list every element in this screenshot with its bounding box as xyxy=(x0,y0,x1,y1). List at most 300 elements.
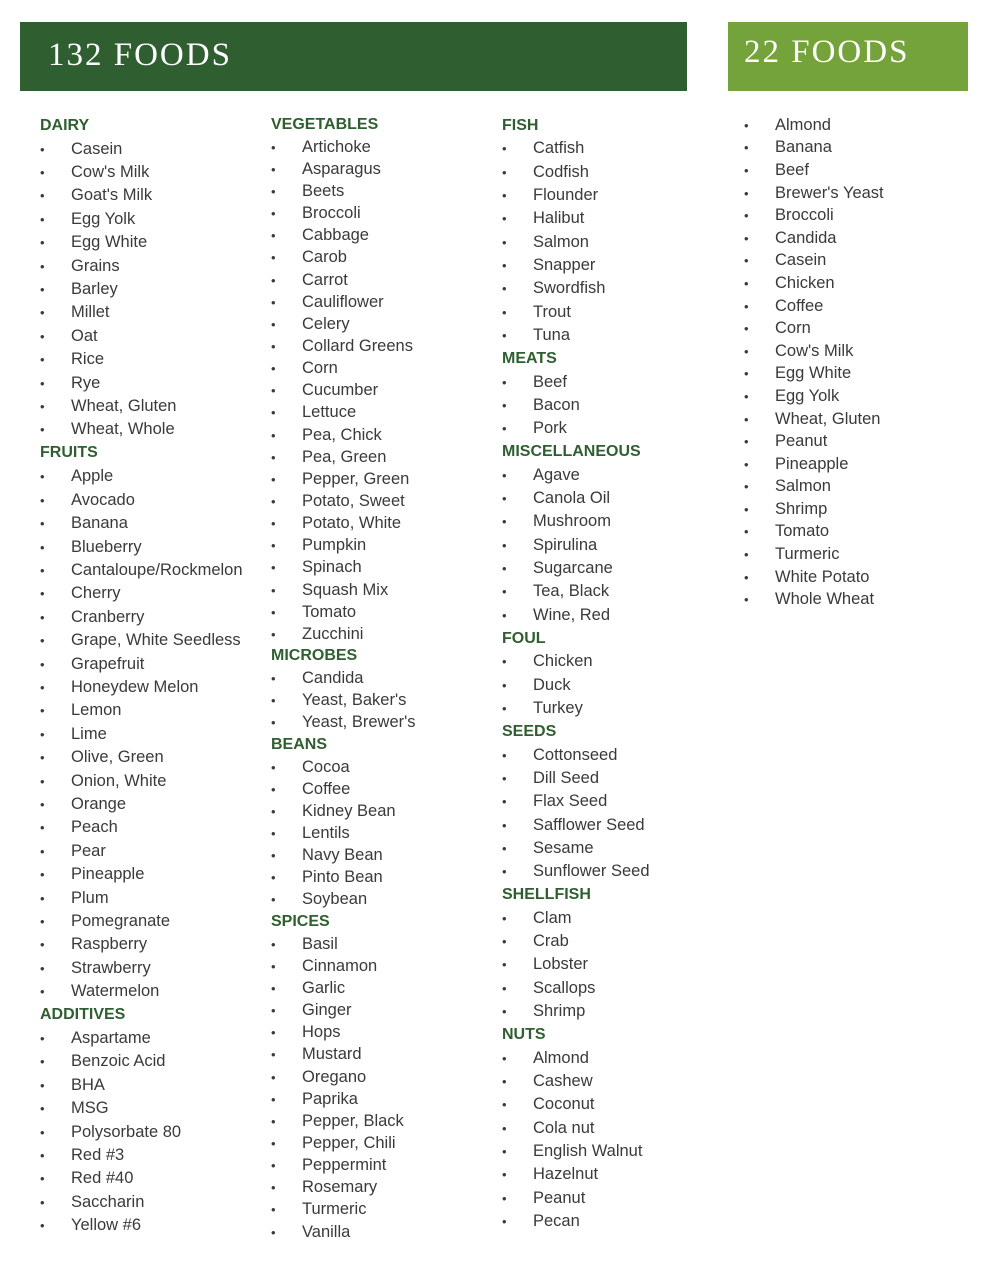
list-item xyxy=(40,606,265,629)
food-name: Rice xyxy=(71,350,105,369)
food-name: Salmon xyxy=(775,477,831,496)
food-name: Grains xyxy=(71,256,120,275)
list-item xyxy=(502,510,727,533)
list-item xyxy=(40,418,265,441)
list-item xyxy=(40,933,265,956)
bullet-icon: • xyxy=(40,586,45,602)
food-name: Celery xyxy=(302,314,350,333)
list-item xyxy=(271,1155,496,1177)
food-name: Wheat, Gluten xyxy=(775,409,881,428)
bullet-icon: • xyxy=(271,1202,276,1218)
bullet-icon: • xyxy=(271,316,276,332)
food-name: Carob xyxy=(302,248,347,267)
list-item xyxy=(40,371,265,394)
bullet-icon: • xyxy=(271,471,276,487)
list-item xyxy=(502,161,727,184)
food-name: Strawberry xyxy=(71,958,151,977)
list-item xyxy=(744,385,969,408)
food-name: Salmon xyxy=(533,232,589,251)
bullet-icon: • xyxy=(271,538,276,554)
food-name: BHA xyxy=(71,1075,105,1094)
bullet-icon: • xyxy=(40,562,45,578)
food-name: Tea, Black xyxy=(533,582,610,601)
category-heading: SEEDS xyxy=(502,722,557,740)
list-item xyxy=(502,604,727,627)
bullet-icon: • xyxy=(744,547,749,563)
bullet-icon: • xyxy=(744,208,749,224)
list-item xyxy=(271,313,496,335)
bullet-icon: • xyxy=(502,491,507,507)
bullet-icon: • xyxy=(744,321,749,337)
category-heading: MISCELLANEOUS xyxy=(502,443,641,461)
bullet-icon: • xyxy=(40,165,45,181)
list-item xyxy=(744,566,969,589)
bullet-icon: • xyxy=(502,561,507,577)
food-name: Pinto Bean xyxy=(302,868,383,887)
food-name: Carrot xyxy=(302,270,348,289)
bullet-icon: • xyxy=(744,298,749,314)
bullet-icon: • xyxy=(502,141,507,157)
list-item xyxy=(502,394,727,417)
bullet-icon: • xyxy=(271,383,276,399)
list-item xyxy=(40,1050,265,1073)
food-name: Lobster xyxy=(533,955,589,974)
food-column-2 xyxy=(271,114,496,1243)
food-name: Egg Yolk xyxy=(775,386,840,405)
list-item xyxy=(40,1120,265,1143)
food-name: Mustard xyxy=(302,1045,362,1064)
bullet-icon: • xyxy=(40,773,45,789)
food-name: Cabbage xyxy=(302,226,369,245)
bullet-icon: • xyxy=(502,1143,507,1159)
bullet-icon: • xyxy=(40,352,45,368)
list-item xyxy=(271,1044,496,1066)
food-name: Sesame xyxy=(533,838,594,857)
bullet-icon: • xyxy=(271,582,276,598)
food-name: Whole Wheat xyxy=(775,590,875,609)
list-item xyxy=(744,543,969,566)
category-heading: NUTS xyxy=(502,1025,546,1043)
food-name: Halibut xyxy=(533,209,585,228)
list-item xyxy=(271,513,496,535)
bullet-icon: • xyxy=(271,936,276,952)
food-name: Tomato xyxy=(302,602,357,621)
bullet-icon: • xyxy=(502,1004,507,1020)
food-name: White Potato xyxy=(775,567,870,586)
bullet-icon: • xyxy=(502,794,507,810)
bullet-icon: • xyxy=(40,703,45,719)
list-item xyxy=(271,1088,496,1110)
food-name: Dill Seed xyxy=(533,768,600,787)
food-name: Yeast, Brewer's xyxy=(302,713,416,732)
bullet-icon: • xyxy=(40,820,45,836)
category-heading: FOUL xyxy=(502,629,546,647)
bullet-icon: • xyxy=(744,456,749,472)
food-name: Onion, White xyxy=(71,771,167,790)
bullet-icon: • xyxy=(40,1218,45,1234)
list-item xyxy=(502,1070,727,1093)
food-name: Tomato xyxy=(775,522,830,541)
list-item xyxy=(271,977,496,999)
bullet-icon: • xyxy=(502,188,507,204)
list-item xyxy=(40,699,265,722)
food-name: Rosemary xyxy=(302,1178,378,1197)
bullet-icon: • xyxy=(502,747,507,763)
bullet-icon: • xyxy=(271,449,276,465)
list-item xyxy=(40,301,265,324)
bullet-icon: • xyxy=(744,592,749,608)
food-name: Polysorbate 80 xyxy=(71,1122,182,1141)
food-name: Flounder xyxy=(533,186,599,205)
bullet-icon: • xyxy=(40,539,45,555)
list-item xyxy=(271,756,496,778)
list-item xyxy=(40,769,265,792)
food-name: Paprika xyxy=(302,1089,358,1108)
bullet-icon: • xyxy=(502,1190,507,1206)
food-name: Cherry xyxy=(71,584,121,603)
food-name: Scallops xyxy=(533,978,596,997)
food-name: Pepper, Chili xyxy=(302,1134,396,1153)
bullet-icon: • xyxy=(502,164,507,180)
food-name: Artichoke xyxy=(302,137,371,156)
food-name: Agave xyxy=(533,465,580,484)
list-item xyxy=(502,1186,727,1209)
bullet-icon: • xyxy=(40,399,45,415)
list-item xyxy=(271,446,496,468)
food-name: Flax Seed xyxy=(533,792,608,811)
list-item xyxy=(271,1221,496,1243)
list-item xyxy=(744,182,969,205)
bullet-icon: • xyxy=(40,492,45,508)
bullet-icon: • xyxy=(40,1148,45,1164)
food-name: Almond xyxy=(533,1048,589,1067)
bullet-icon: • xyxy=(502,374,507,390)
side-food-column xyxy=(744,114,969,611)
food-name: Lentils xyxy=(302,824,350,843)
list-item xyxy=(271,158,496,180)
list-item xyxy=(271,955,496,977)
list-item xyxy=(40,535,265,558)
bullet-icon: • xyxy=(40,867,45,883)
list-item xyxy=(40,1097,265,1120)
bullet-icon: • xyxy=(271,671,276,687)
food-name: Safflower Seed xyxy=(533,815,645,834)
list-item xyxy=(271,690,496,712)
side-header-title: 22 FOODS xyxy=(744,34,910,70)
list-item xyxy=(40,1144,265,1167)
food-name: Oregano xyxy=(302,1067,367,1086)
bullet-icon: • xyxy=(502,607,507,623)
bullet-icon: • xyxy=(40,937,45,953)
bullet-icon: • xyxy=(502,281,507,297)
list-item xyxy=(744,317,969,340)
bullet-icon: • xyxy=(271,870,276,886)
bullet-icon: • xyxy=(271,693,276,709)
food-name: Potato, Sweet xyxy=(302,491,405,510)
food-name: Swordfish xyxy=(533,279,606,298)
bullet-icon: • xyxy=(744,524,749,540)
bullet-icon: • xyxy=(271,1047,276,1063)
list-item xyxy=(40,910,265,933)
bullet-icon: • xyxy=(502,514,507,530)
list-item xyxy=(271,203,496,225)
bullet-icon: • xyxy=(40,1101,45,1117)
food-name: Goat's Milk xyxy=(71,186,153,205)
food-name: Corn xyxy=(775,319,811,338)
food-name: Chicken xyxy=(775,273,835,292)
list-item xyxy=(40,1214,265,1237)
main-header-title: 132 FOODS xyxy=(48,37,232,73)
list-item xyxy=(40,582,265,605)
food-name: Lime xyxy=(71,724,107,743)
bullet-icon: • xyxy=(744,275,749,291)
food-name: Benzoic Acid xyxy=(71,1052,166,1071)
bullet-icon: • xyxy=(502,421,507,437)
list-item xyxy=(40,184,265,207)
list-item xyxy=(744,498,969,521)
food-name: Beef xyxy=(775,160,809,179)
food-name: Grape, White Seedless xyxy=(71,631,241,650)
food-name: Candida xyxy=(775,228,837,247)
list-item xyxy=(271,380,496,402)
list-item xyxy=(502,953,727,976)
bullet-icon: • xyxy=(502,677,507,693)
food-name: Apple xyxy=(71,467,114,486)
food-name: Chicken xyxy=(533,652,593,671)
bullet-icon: • xyxy=(502,304,507,320)
bullet-icon: • xyxy=(744,162,749,178)
food-name: Clam xyxy=(533,908,572,927)
food-name: Pork xyxy=(533,419,567,438)
food-name: Watermelon xyxy=(71,982,160,1001)
bullet-icon: • xyxy=(40,1194,45,1210)
bullet-icon: • xyxy=(502,584,507,600)
list-item xyxy=(271,358,496,380)
food-name: Cashew xyxy=(533,1071,593,1090)
food-name: Bacon xyxy=(533,395,580,414)
list-item xyxy=(502,137,727,160)
food-name: Grapefruit xyxy=(71,654,145,673)
bullet-icon: • xyxy=(40,890,45,906)
food-name: Cottonseed xyxy=(533,745,618,764)
list-item xyxy=(271,335,496,357)
bullet-icon: • xyxy=(271,516,276,532)
list-item xyxy=(744,159,969,182)
bullet-icon: • xyxy=(40,516,45,532)
food-name: Cocoa xyxy=(302,757,350,776)
list-item xyxy=(40,1167,265,1190)
list-item xyxy=(271,535,496,557)
bullet-icon: • xyxy=(744,117,749,133)
bullet-icon: • xyxy=(502,234,507,250)
food-name: Spinach xyxy=(302,558,362,577)
list-item xyxy=(502,580,727,603)
food-name: Red #40 xyxy=(71,1169,134,1188)
list-item xyxy=(502,1000,727,1023)
food-name: Sugarcane xyxy=(533,559,613,578)
list-item xyxy=(744,588,969,611)
list-item xyxy=(40,137,265,160)
bullet-icon: • xyxy=(502,654,507,670)
list-item xyxy=(502,1210,727,1233)
food-name: Squash Mix xyxy=(302,580,389,599)
bullet-icon: • xyxy=(271,272,276,288)
bullet-icon: • xyxy=(40,188,45,204)
food-name: Codfish xyxy=(533,162,589,181)
list-item xyxy=(502,231,727,254)
bullet-icon: • xyxy=(40,843,45,859)
food-name: Pepper, Green xyxy=(302,469,410,488)
bullet-icon: • xyxy=(40,282,45,298)
bullet-icon: • xyxy=(40,1031,45,1047)
list-item xyxy=(502,790,727,813)
bullet-icon: • xyxy=(271,781,276,797)
food-name: Turmeric xyxy=(775,545,840,564)
bullet-icon: • xyxy=(744,569,749,585)
bullet-icon: • xyxy=(271,1091,276,1107)
list-item xyxy=(271,623,496,645)
bullet-icon: • xyxy=(744,501,749,517)
list-item xyxy=(744,227,969,250)
bullet-icon: • xyxy=(271,892,276,908)
bullet-icon: • xyxy=(40,679,45,695)
bullet-icon: • xyxy=(744,434,749,450)
bullet-icon: • xyxy=(40,609,45,625)
list-item xyxy=(502,254,727,277)
food-name: Pineapple xyxy=(775,454,849,473)
list-item xyxy=(40,208,265,231)
food-name: Peanut xyxy=(775,432,828,451)
list-item xyxy=(271,823,496,845)
list-item xyxy=(40,793,265,816)
bullet-icon: • xyxy=(40,469,45,485)
category-heading: MICROBES xyxy=(271,647,358,665)
list-item xyxy=(744,204,969,227)
list-item xyxy=(744,137,969,160)
food-name: Turmeric xyxy=(302,1200,367,1219)
list-item xyxy=(502,697,727,720)
food-name: Hazelnut xyxy=(533,1165,599,1184)
list-item xyxy=(502,1093,727,1116)
bullet-icon: • xyxy=(40,422,45,438)
bullet-icon: • xyxy=(502,1167,507,1183)
food-name: Duck xyxy=(533,675,571,694)
food-name: Sunflower Seed xyxy=(533,862,650,881)
bullet-icon: • xyxy=(271,361,276,377)
food-name: Trout xyxy=(533,302,571,321)
list-item xyxy=(502,184,727,207)
list-item xyxy=(502,324,727,347)
bullet-icon: • xyxy=(502,700,507,716)
list-item xyxy=(744,453,969,476)
bullet-icon: • xyxy=(502,467,507,483)
food-name: Cinnamon xyxy=(302,956,378,975)
list-item xyxy=(271,579,496,601)
food-name: Banana xyxy=(71,514,128,533)
food-name: Basil xyxy=(302,934,338,953)
food-name: Coffee xyxy=(775,296,824,315)
list-item xyxy=(744,295,969,318)
list-item xyxy=(40,863,265,886)
bullet-icon: • xyxy=(40,633,45,649)
bullet-icon: • xyxy=(271,161,276,177)
list-item xyxy=(40,161,265,184)
bullet-icon: • xyxy=(271,604,276,620)
food-name: Cantaloupe/Rockmelon xyxy=(71,560,243,579)
list-item xyxy=(40,652,265,675)
bullet-icon: • xyxy=(40,235,45,251)
list-item xyxy=(271,225,496,247)
list-item xyxy=(502,534,727,557)
food-name: MSG xyxy=(71,1099,109,1118)
list-item xyxy=(271,557,496,579)
bullet-icon: • xyxy=(40,1054,45,1070)
bullet-icon: • xyxy=(502,1120,507,1136)
food-name: Raspberry xyxy=(71,935,148,954)
bullet-icon: • xyxy=(502,864,507,880)
list-item xyxy=(744,250,969,273)
list-item xyxy=(40,254,265,277)
list-item xyxy=(271,1000,496,1022)
list-item xyxy=(40,886,265,909)
list-item xyxy=(271,668,496,690)
bullet-icon: • xyxy=(271,183,276,199)
food-name: Cucumber xyxy=(302,381,379,400)
food-name: Casein xyxy=(775,251,827,270)
bullet-icon: • xyxy=(502,1213,507,1229)
bullet-icon: • xyxy=(40,1077,45,1093)
food-name: Pecan xyxy=(533,1211,580,1230)
bullet-icon: • xyxy=(502,910,507,926)
list-item xyxy=(271,136,496,158)
bullet-icon: • xyxy=(502,258,507,274)
food-name: Pumpkin xyxy=(302,536,367,555)
list-item xyxy=(271,800,496,822)
category-heading: FRUITS xyxy=(40,444,98,462)
food-name: Ginger xyxy=(302,1001,352,1020)
food-name: Wheat, Gluten xyxy=(71,397,177,416)
bullet-icon: • xyxy=(744,140,749,156)
list-item xyxy=(271,247,496,269)
bullet-icon: • xyxy=(40,1124,45,1140)
food-name: Navy Bean xyxy=(302,846,383,865)
bullet-icon: • xyxy=(271,759,276,775)
bullet-icon: • xyxy=(502,840,507,856)
food-name: Potato, White xyxy=(302,514,402,533)
list-item xyxy=(40,278,265,301)
list-item xyxy=(502,743,727,766)
bullet-icon: • xyxy=(744,411,749,427)
bullet-icon: • xyxy=(271,405,276,421)
bullet-icon: • xyxy=(271,826,276,842)
list-item xyxy=(40,840,265,863)
bullet-icon: • xyxy=(271,1224,276,1240)
food-name: Turkey xyxy=(533,698,583,717)
food-name: English Walnut xyxy=(533,1141,643,1160)
food-name: Cola nut xyxy=(533,1118,595,1137)
bullet-icon: • xyxy=(502,1073,507,1089)
food-name: Peach xyxy=(71,818,118,837)
food-name: Cranberry xyxy=(71,607,145,626)
bullet-icon: • xyxy=(271,1113,276,1129)
food-name: Pomegranate xyxy=(71,912,171,931)
bullet-icon: • xyxy=(271,1180,276,1196)
bullet-icon: • xyxy=(271,1025,276,1041)
list-item xyxy=(744,363,969,386)
list-item xyxy=(502,417,727,440)
food-name: Spirulina xyxy=(533,535,598,554)
list-item xyxy=(271,1022,496,1044)
